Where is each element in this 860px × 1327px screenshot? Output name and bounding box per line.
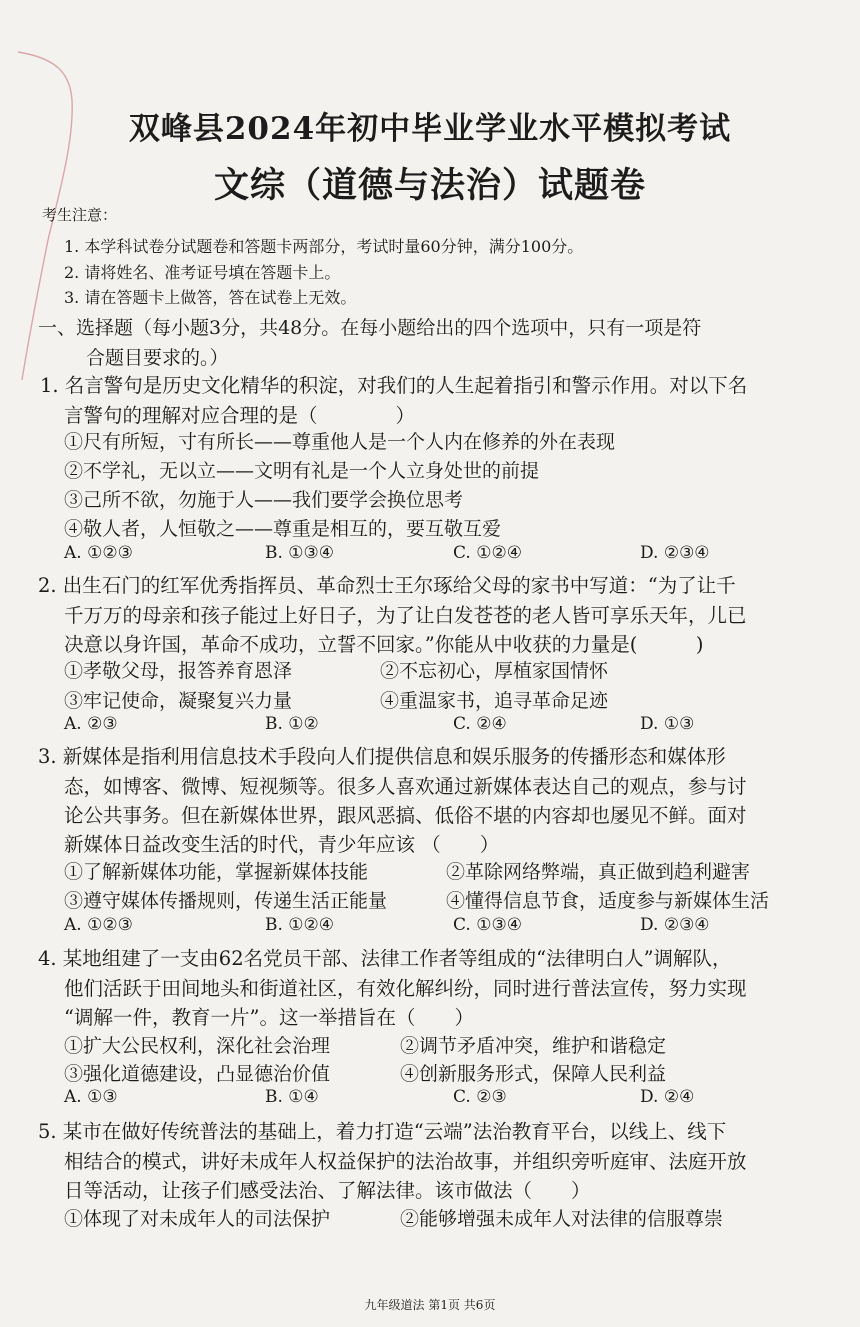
q3-statement-2: ②革除网络弊端，真正做到趋利避害 — [446, 861, 751, 883]
exam-subtitle: 文综（道德与法治）试题卷 — [213, 165, 646, 206]
q5-stem-line-1: 5. 某市在做好传统普法的基础上，着力打造“云端”法治教育平台，以线上、线下 — [38, 1120, 727, 1143]
q2-choice-d: D. ①③ — [640, 714, 695, 734]
q1-stem-line-2: 言警句的理解对应合理的是（ ） — [64, 404, 416, 427]
q5-stem-line-3: 日等活动，让孩子们感受法治、了解法律。该市做法（ ） — [64, 1179, 591, 1202]
q2-stem-line-2: 千万万的母亲和孩子能过上好日子，为了让白发苍苍的老人皆可享乐天年，儿已 — [64, 604, 747, 627]
exam-title: 双峰县2024年初中毕业学业水平模拟考试 — [128, 111, 732, 147]
q1-choice-b: B. ①③④ — [265, 543, 335, 563]
q4-stem-line-1: 4. 某地组建了一支由62名党员干部、法律工作者等组成的“法律明白人”调解队， — [38, 947, 732, 970]
q5-stem-line-2: 相结合的模式，讲好未成年人权益保护的法治故事，并组织旁听庭审、法庭开放 — [64, 1150, 747, 1173]
q4-choice-a: A. ①③ — [64, 1087, 118, 1107]
section-heading-line-1: 一、选择题（每小题3分，共48分。在每小题给出的四个选项中，只有一项是符 — [38, 317, 702, 339]
q3-stem-line-3: 论公共事务。但在新媒体世界，跟风恶搞、低俗不堪的内容却也屡见不鲜。面对 — [64, 804, 747, 827]
q3-statement-3: ③遵守媒体传播规则，传递生活正能量 — [64, 890, 388, 912]
q2-statement-3: ③牢记使命，凝聚复兴力量 — [64, 690, 293, 712]
q3-statement-4: ④懂得信息节食，适度参与新媒体生活 — [446, 890, 770, 912]
q4-choice-d: D. ②④ — [640, 1087, 695, 1107]
q3-statement-1: ①了解新媒体功能，掌握新媒体技能 — [64, 861, 369, 883]
q4-stem-line-2: 他们活跃于田间地头和街道社区，有效化解纠纷，同时进行普法宣传，努力实现 — [64, 977, 747, 1000]
q2-statement-1: ①孝敬父母，报答养育恩泽 — [64, 660, 293, 682]
q3-choice-c: C. ①③④ — [453, 915, 522, 935]
q2-stem-line-1: 2. 出生石门的红军优秀指挥员、革命烈士王尔琢给父母的家书中写道：“为了让千 — [38, 574, 736, 597]
q2-choice-c: C. ②④ — [453, 714, 507, 734]
q1-choice-d: D. ②③④ — [640, 543, 710, 563]
q2-stem-line-3: 决意以身许国，革命不成功，立誓不回家。”你能从中收获的力量是( ) — [64, 633, 704, 656]
q4-statement-1: ①扩大公民权利，深化社会治理 — [64, 1035, 331, 1057]
q3-choice-b: B. ①②④ — [265, 915, 335, 935]
q3-stem-line-2: 态，如博客、微博、短视频等。很多人喜欢通过新媒体表达自己的观点，参与讨 — [64, 775, 747, 798]
q1-statement-2: ②不学礼，无以立——文明有礼是一个人立身处世的前提 — [64, 460, 540, 482]
q1-statement-4: ④敬人者，人恒敬之——尊重是相互的，要互敬互爱 — [64, 518, 502, 540]
q4-statement-3: ③强化道德建设，凸显德治价值 — [64, 1063, 331, 1085]
q4-statement-4: ④创新服务形式，保障人民利益 — [400, 1063, 667, 1085]
q3-stem-line-4: 新媒体日益改变生活的时代，青少年应该 （ ） — [64, 833, 500, 856]
page-footer: 九年级道法 第1页 共6页 — [364, 1298, 496, 1312]
q2-choice-a: A. ②③ — [64, 714, 118, 734]
notice-item-1: 1. 本学科试卷分试题卷和答题卡两部分，考试时量60分钟，满分100分。 — [64, 237, 584, 256]
q5-statement-1: ①体现了对未成年人的司法保护 — [64, 1208, 331, 1230]
q4-stem-line-3: “调解一件，教育一片”。这一举措旨在（ ） — [64, 1006, 474, 1029]
q2-statement-2: ②不忘初心，厚植家国情怀 — [380, 660, 609, 682]
q5-statement-2: ②能够增强未成年人对法律的信服尊崇 — [400, 1208, 724, 1230]
section-heading-line-2: 合题目要求的。） — [86, 347, 229, 369]
q3-choice-d: D. ②③④ — [640, 915, 710, 935]
q2-choice-b: B. ①② — [265, 714, 319, 734]
q3-choice-a: A. ①②③ — [64, 915, 133, 935]
q1-choice-a: A. ①②③ — [64, 543, 133, 563]
q3-stem-line-1: 3. 新媒体是指利用信息技术手段向人们提供信息和娱乐服务的传播形态和媒体形 — [38, 745, 726, 768]
q1-statement-3: ③己所不欲，勿施于人——我们要学会换位思考 — [64, 489, 464, 511]
q4-choice-b: B. ①④ — [265, 1087, 319, 1107]
notice-item-2: 2. 请将姓名、准考证号填在答题卡上。 — [64, 263, 341, 282]
notice-heading: 考生注意： — [42, 206, 118, 224]
q1-stem-line-1: 1. 名言警句是历史文化精华的积淀，对我们的人生起着指引和警示作用。对以下名 — [40, 374, 748, 397]
q4-statement-2: ②调节矛盾冲突，维护和谐稳定 — [400, 1035, 667, 1057]
q4-choice-c: C. ②③ — [453, 1087, 507, 1107]
q2-statement-4: ④重温家书，追寻革命足迹 — [380, 690, 609, 712]
q1-statement-1: ①尺有所短，寸有所长——尊重他人是一个人内在修养的外在表现 — [64, 431, 616, 453]
notice-item-3: 3. 请在答题卡上做答，答在试卷上无效。 — [64, 288, 357, 307]
q1-choice-c: C. ①②④ — [453, 543, 522, 563]
